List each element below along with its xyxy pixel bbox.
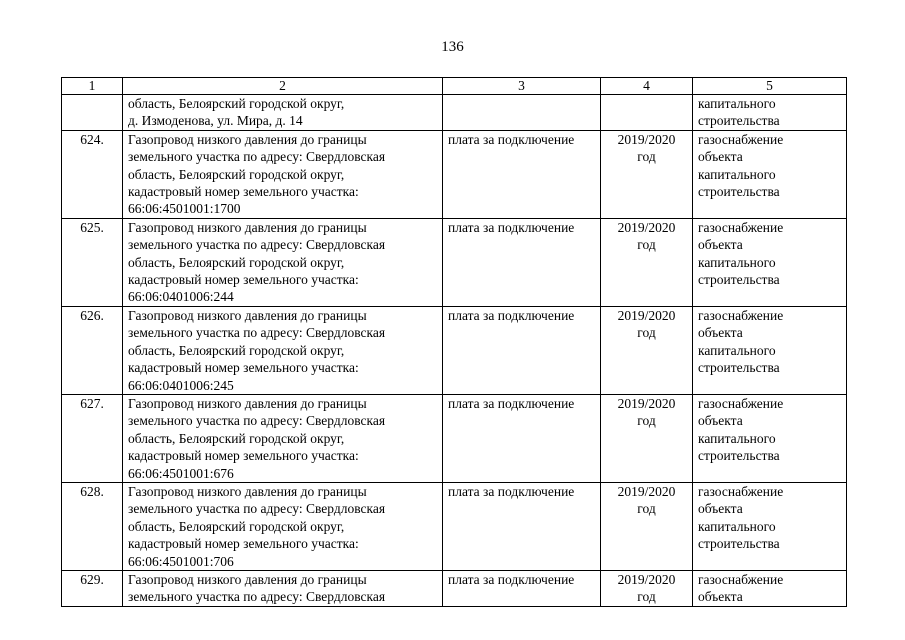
cell-line: 2019/2020 (617, 483, 676, 499)
table-row (62, 482, 847, 570)
cell-line: Газопровод низкого давления до границы (128, 571, 367, 587)
cell-line: строительства (698, 184, 780, 200)
cell-line: год (637, 237, 656, 253)
column-header: 2 (123, 78, 443, 95)
row-number-cell (62, 95, 123, 131)
cell-line: газоснабжение (698, 395, 784, 411)
cell-line: 2019/2020 (617, 307, 676, 323)
description-cell (123, 218, 443, 306)
cell-line: капитального (698, 254, 776, 270)
table-row (62, 570, 847, 606)
cell-line: строительства (698, 272, 780, 288)
row-number-cell: 624. (62, 130, 123, 218)
period-cell (601, 306, 693, 394)
cell-line: газоснабжение (698, 571, 784, 587)
cell-line: газоснабжение (698, 219, 784, 235)
column-header: 3 (443, 78, 601, 95)
purpose-cell (693, 130, 847, 218)
fee-cell (443, 95, 601, 131)
cell-line: Газопровод низкого давления до границы (128, 483, 367, 499)
row-number-cell: 626. (62, 306, 123, 394)
purpose-cell (693, 394, 847, 482)
cell-line: капитального (698, 430, 776, 446)
table-body (62, 95, 847, 607)
fee-cell: плата за подключение (443, 394, 601, 482)
cell-line: капитального (698, 342, 776, 358)
purpose-cell (693, 306, 847, 394)
cell-line: область, Белоярский городской округ, (128, 430, 345, 446)
cell-line: год (637, 589, 656, 605)
fee-cell: плата за подключение (443, 130, 601, 218)
purpose-cell (693, 482, 847, 570)
row-number-cell: 625. (62, 218, 123, 306)
fee-cell: плата за подключение (443, 570, 601, 606)
cell-line: объекта (698, 149, 743, 165)
period-cell (601, 130, 693, 218)
table-row (62, 130, 847, 218)
purpose-cell (693, 218, 847, 306)
fee-cell: плата за подключение (443, 482, 601, 570)
cell-line: год (637, 501, 656, 517)
fee-cell: плата за подключение (443, 306, 601, 394)
period-cell (601, 482, 693, 570)
cell-line: д. Измоденова, ул. Мира, д. 14 (128, 113, 303, 129)
cell-line: земельного участка по адресу: Свердловская (128, 325, 386, 341)
description-cell (123, 130, 443, 218)
cell-line: земельного участка по адресу: Свердловская (128, 237, 386, 253)
row-number-cell: 627. (62, 394, 123, 482)
description-cell (123, 306, 443, 394)
cell-line: Газопровод низкого давления до границы (128, 307, 367, 323)
cell-line: земельного участка по адресу: Свердловская (128, 413, 386, 429)
row-number-cell: 629. (62, 570, 123, 606)
description-cell (123, 394, 443, 482)
cell-line: область, Белоярский городской округ, (128, 166, 345, 182)
cell-line: год (637, 149, 656, 165)
purpose-cell (693, 95, 847, 131)
period-cell (601, 95, 693, 131)
column-header: 5 (693, 78, 847, 95)
cell-line: капитального (698, 166, 776, 182)
data-table (61, 77, 847, 607)
description-cell (123, 95, 443, 131)
cell-line: 66:06:4501001:1700 (128, 201, 241, 217)
cell-line: строительства (698, 113, 780, 129)
cell-line: объекта (698, 501, 743, 517)
cell-line: кадастровый номер земельного участка: (128, 184, 359, 200)
cell-line: газоснабжение (698, 307, 784, 323)
table-row (62, 306, 847, 394)
cell-line: 2019/2020 (617, 571, 676, 587)
cell-line: 2019/2020 (617, 219, 676, 235)
cell-line: объекта (698, 325, 743, 341)
period-cell (601, 570, 693, 606)
cell-line: земельного участка по адресу: Свердловская (128, 149, 386, 165)
cell-line: земельного участка по адресу: Свердловская (128, 501, 386, 517)
table-row (62, 218, 847, 306)
cell-line: кадастровый номер земельного участка: (128, 448, 359, 464)
cell-line: область, Белоярский городской округ, (128, 518, 345, 534)
column-header: 1 (62, 78, 123, 95)
cell-line: земельного участка по адресу: Свердловская (128, 589, 386, 605)
description-cell (123, 570, 443, 606)
cell-line: год (637, 325, 656, 341)
period-cell (601, 218, 693, 306)
cell-line: капитального (698, 518, 776, 534)
page-number: 136 (441, 39, 464, 55)
cell-line: строительства (698, 536, 780, 552)
cell-line: 66:06:4501001:706 (128, 553, 234, 569)
table-row (62, 394, 847, 482)
cell-line: 66:06:0401006:244 (128, 289, 234, 305)
cell-line: Газопровод низкого давления до границы (128, 395, 367, 411)
cell-line: область, Белоярский городской округ, (128, 96, 345, 111)
description-cell (123, 482, 443, 570)
cell-line: объекта (698, 413, 743, 429)
cell-line: год (637, 413, 656, 429)
cell-line: объекта (698, 237, 743, 253)
cell-line: кадастровый номер земельного участка: (128, 272, 359, 288)
cell-line: 66:06:4501001:676 (128, 465, 234, 481)
cell-line: кадастровый номер земельного участка: (128, 360, 359, 376)
cell-line: строительства (698, 360, 780, 376)
cell-line: область, Белоярский городской округ, (128, 342, 345, 358)
cell-line: газоснабжение (698, 483, 784, 499)
cell-line: газоснабжение (698, 131, 784, 147)
cell-line: капитального (698, 96, 776, 111)
table-header-row (62, 78, 847, 95)
purpose-cell (693, 570, 847, 606)
cell-line: кадастровый номер земельного участка: (128, 536, 359, 552)
column-header: 4 (601, 78, 693, 95)
cell-line: 2019/2020 (617, 395, 676, 411)
cell-line: 2019/2020 (617, 131, 676, 147)
cell-line: 66:06:0401006:245 (128, 377, 234, 393)
cell-line: Газопровод низкого давления до границы (128, 219, 367, 235)
cell-line: строительства (698, 448, 780, 464)
fee-cell: плата за подключение (443, 218, 601, 306)
period-cell (601, 394, 693, 482)
cell-line: объекта (698, 589, 743, 605)
cell-line: Газопровод низкого давления до границы (128, 131, 367, 147)
table-row-continuation (62, 95, 847, 131)
cell-line: область, Белоярский городской округ, (128, 254, 345, 270)
row-number-cell: 628. (62, 482, 123, 570)
